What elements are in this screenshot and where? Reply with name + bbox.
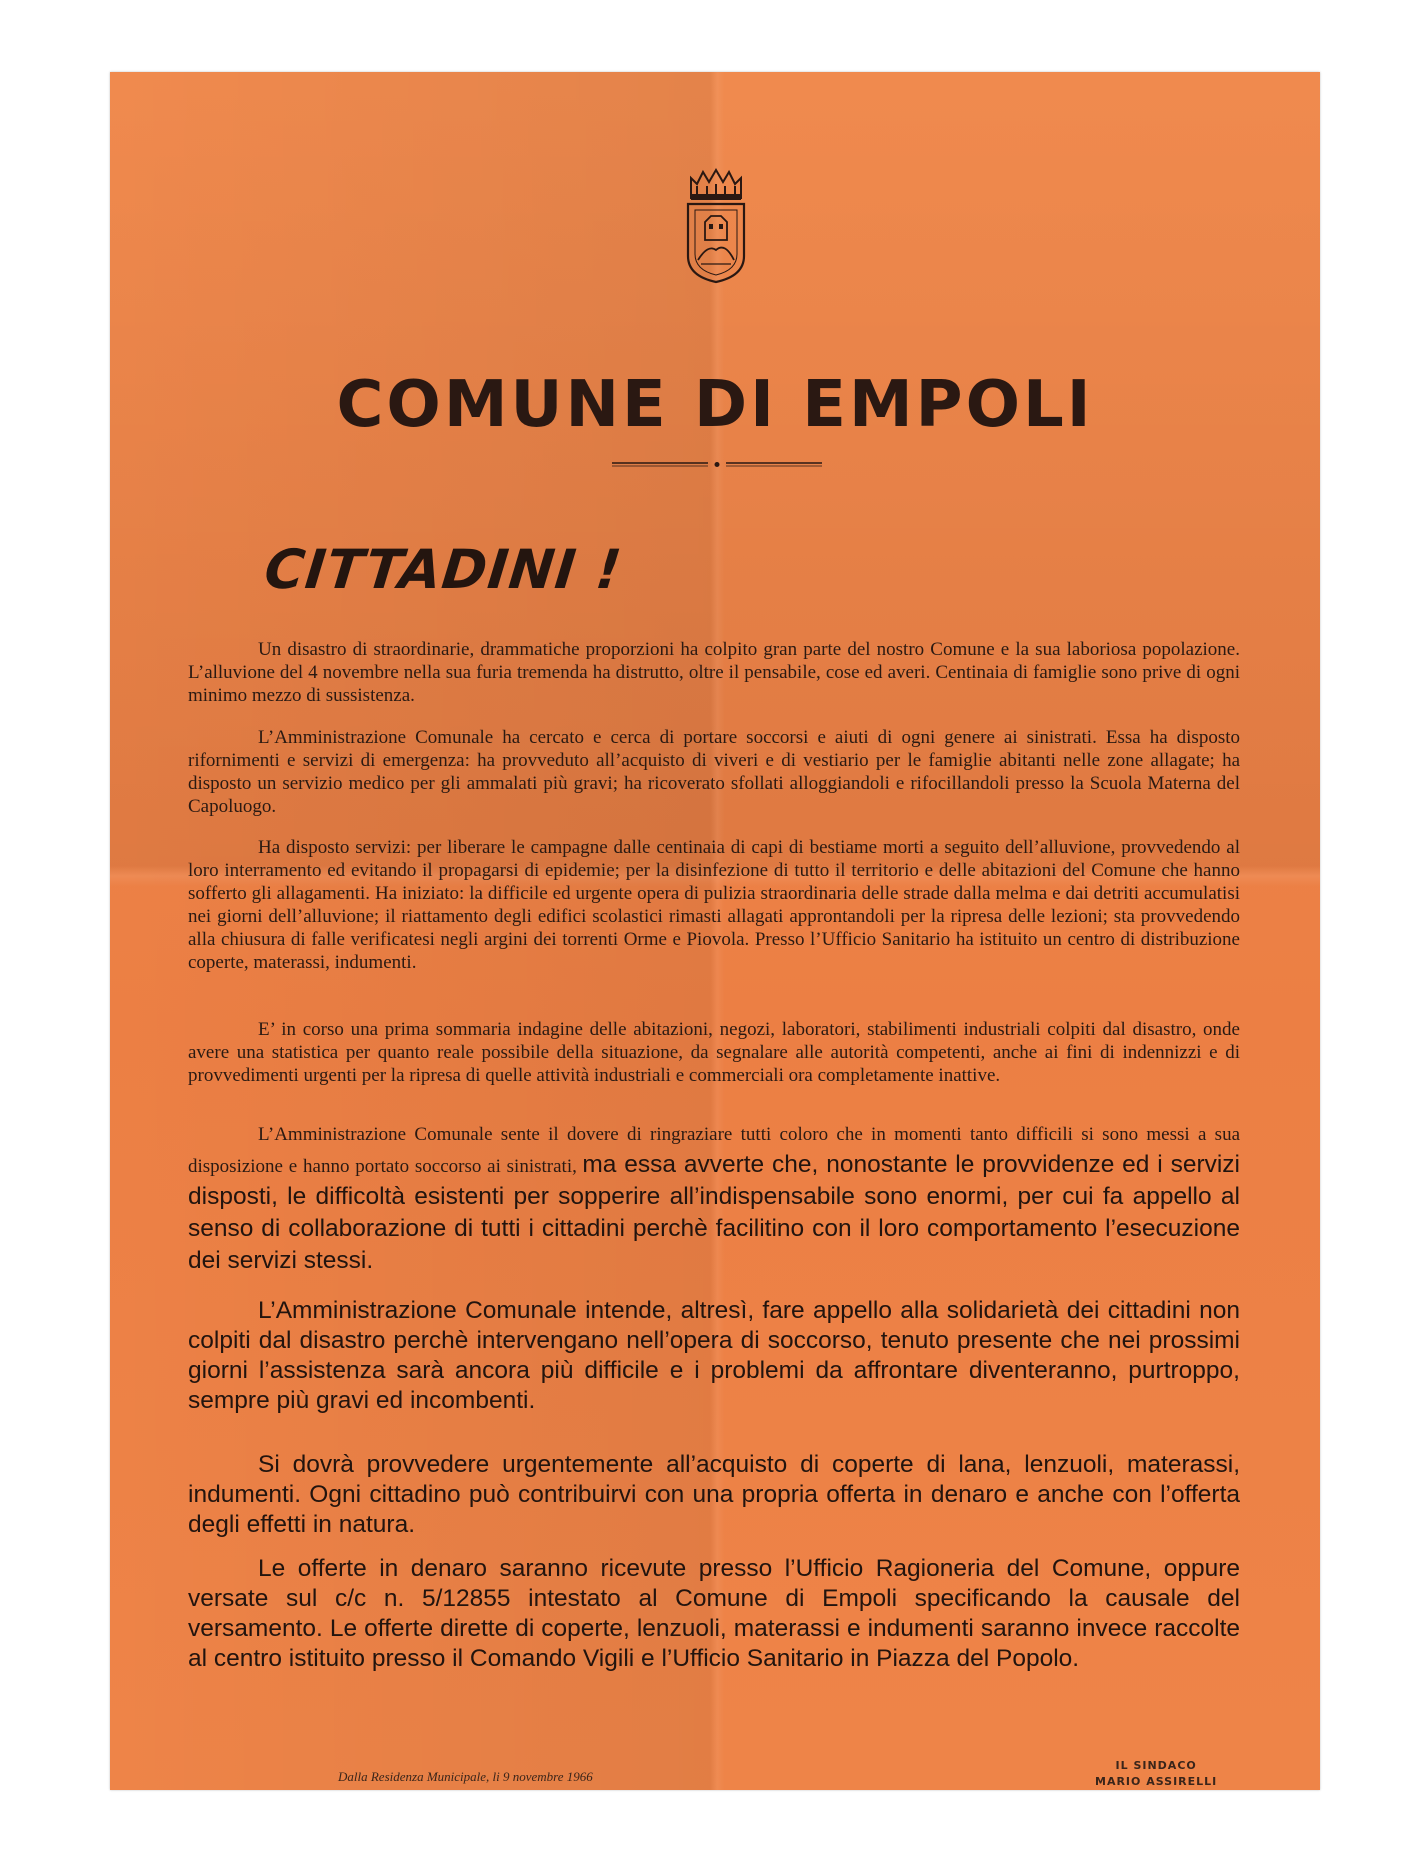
citizens-heading: CITTADINI ! xyxy=(261,538,626,601)
signature-name: MARIO ASSIRELLI xyxy=(1095,1775,1218,1788)
title-divider xyxy=(612,460,822,468)
paragraph-solidarity: L’Amministrazione Comunale intende, altresì, fare appello alla solidarietà dei cittadini non colpiti dal disastro perchè intervengano nell’opera di soccorso, tenuto presente che nei prossimi giorni l’assistenza sarà ancora più difficile e i problemi da affrontare diventeranno, purtroppo, sempre più gravi ed incombenti. xyxy=(188,1297,1240,1414)
paragraph-relief: L’Amministrazione Comunale ha cercato e cerca di portare soccorsi e aiuti di ogni genere ai sinistrati. Essa ha disposto rifornimenti e servizi di emergenza: ha provveduto all’acquisto di viveri e di vestiario per le famiglie abitanti nelle zone allagate; ha disposto un servizio medico per gli ammalati più gravi; ha ricoverato sfollati alloggiandoli e rifocillandoli presso la Scuola Materna del Capoluogo. xyxy=(188,727,1240,817)
paragraph-survey: E’ in corso una prima sommaria indagine delle abitazioni, negozi, laboratori, stabilimenti industriali colpiti dal disastro, onde avere una statistica per quanto reale possibile della situazione, da segnalare alle autorità competenti, anche ai fini di indennizzi e di provvedimenti urgenti per la ripresa di quelle attività industriali e commerciali ora completamente inattive. xyxy=(188,1019,1240,1086)
appeal-text: ma essa avverte che, nonostante le provvidenze ed i servizi disposti, le difficoltà esistenti per sopperire all’indispensabile sono enormi, per cui fa appello al senso di collaborazione di tutti i cittadini perchè facilitino con il loro comportamento l’esecuzione dei servizi stessi. xyxy=(188,1151,1240,1274)
survey-paragraph xyxy=(188,1018,1240,1087)
intro-paragraph xyxy=(188,638,1240,707)
paragraph-supplies: Si dovrà provvedere urgentemente all’acquisto di coperte di lana, lenzuoli, materassi, indumenti. Ogni cittadino può contribuirvi con una propria offerta in denaro e anche con l’offerta degli effetti in natura. xyxy=(188,1451,1240,1538)
donations-paragraph xyxy=(188,1554,1240,1674)
thanks-paragraph xyxy=(188,1122,1240,1278)
solidarity-paragraph xyxy=(188,1296,1240,1416)
coat-of-arms-icon xyxy=(683,164,749,284)
services-paragraph xyxy=(188,836,1240,974)
poster xyxy=(110,72,1320,1790)
paragraph-services: Ha disposto servizi: per liberare le campagne dalle centinaia di capi di bestiame morti a seguito dell’alluvione, provvedendo al loro interramento ed evitando il propagarsi di epidemie; per la disinfezione di tutto il territorio e delle abitazioni del Comune che hanno sofferto gli allagamenti. Ha iniziato: la difficile ed urgente opera di pulizia straordinaria delle strade dalla melma e dai detriti accumulatisi nei giorni dell’alluvione; il riattamento degli edifici scolastici rimasti allagati approntandoli per la ripresa delle lezioni; sta provvedendo alla chiusura di falle verificatesi negli argini dei torrenti Orme e Piovola. Presso l’Ufficio Sanitario ha istituito un centro di distribuzione coperte, materassi, indumenti. xyxy=(188,837,1240,973)
municipality-title: COMUNE DI EMPOLI xyxy=(336,368,1094,442)
signature xyxy=(1095,1758,1217,1790)
relief-paragraph xyxy=(188,726,1240,818)
signature-title: IL SINDACO xyxy=(1115,1759,1197,1772)
paragraph-disaster: Un disastro di straordinarie, drammatiche proporzioni ha colpito gran parte del nostro Comune e la sua laboriosa popolazione. L’alluvione del 4 novembre nella sua furia tremenda ha distrutto, oltre il pensabile, cose ed averi. Centinaia di famiglie sono prive di ogni minimo mezzo di sussistenza. xyxy=(188,639,1240,706)
supplies-paragraph xyxy=(188,1450,1240,1540)
thanks-text: L’Amministrazione Comunale sente il dovere di ringraziare tutti coloro che in momenti tanto difficili si sono messi a sua disposizione e hanno portato soccorso ai sinistrati, xyxy=(188,1124,1240,1177)
paragraph-donations: Le offerte in denaro saranno ricevute presso l’Ufficio Ragioneria del Comune, oppure versate sul c/c n. 5/12855 intestato al Comune di Empoli specificando la causale del versamento. Le offerte dirette di coperte, lenzuoli, materassi e indumenti saranno invece raccolte al centro istituito presso il Comando Vigili e l’Ufficio Sanitario in Piazza del Popolo. xyxy=(188,1555,1240,1672)
place-date: Dalla Residenza Municipale, li 9 novembre 1966 xyxy=(338,1769,593,1784)
